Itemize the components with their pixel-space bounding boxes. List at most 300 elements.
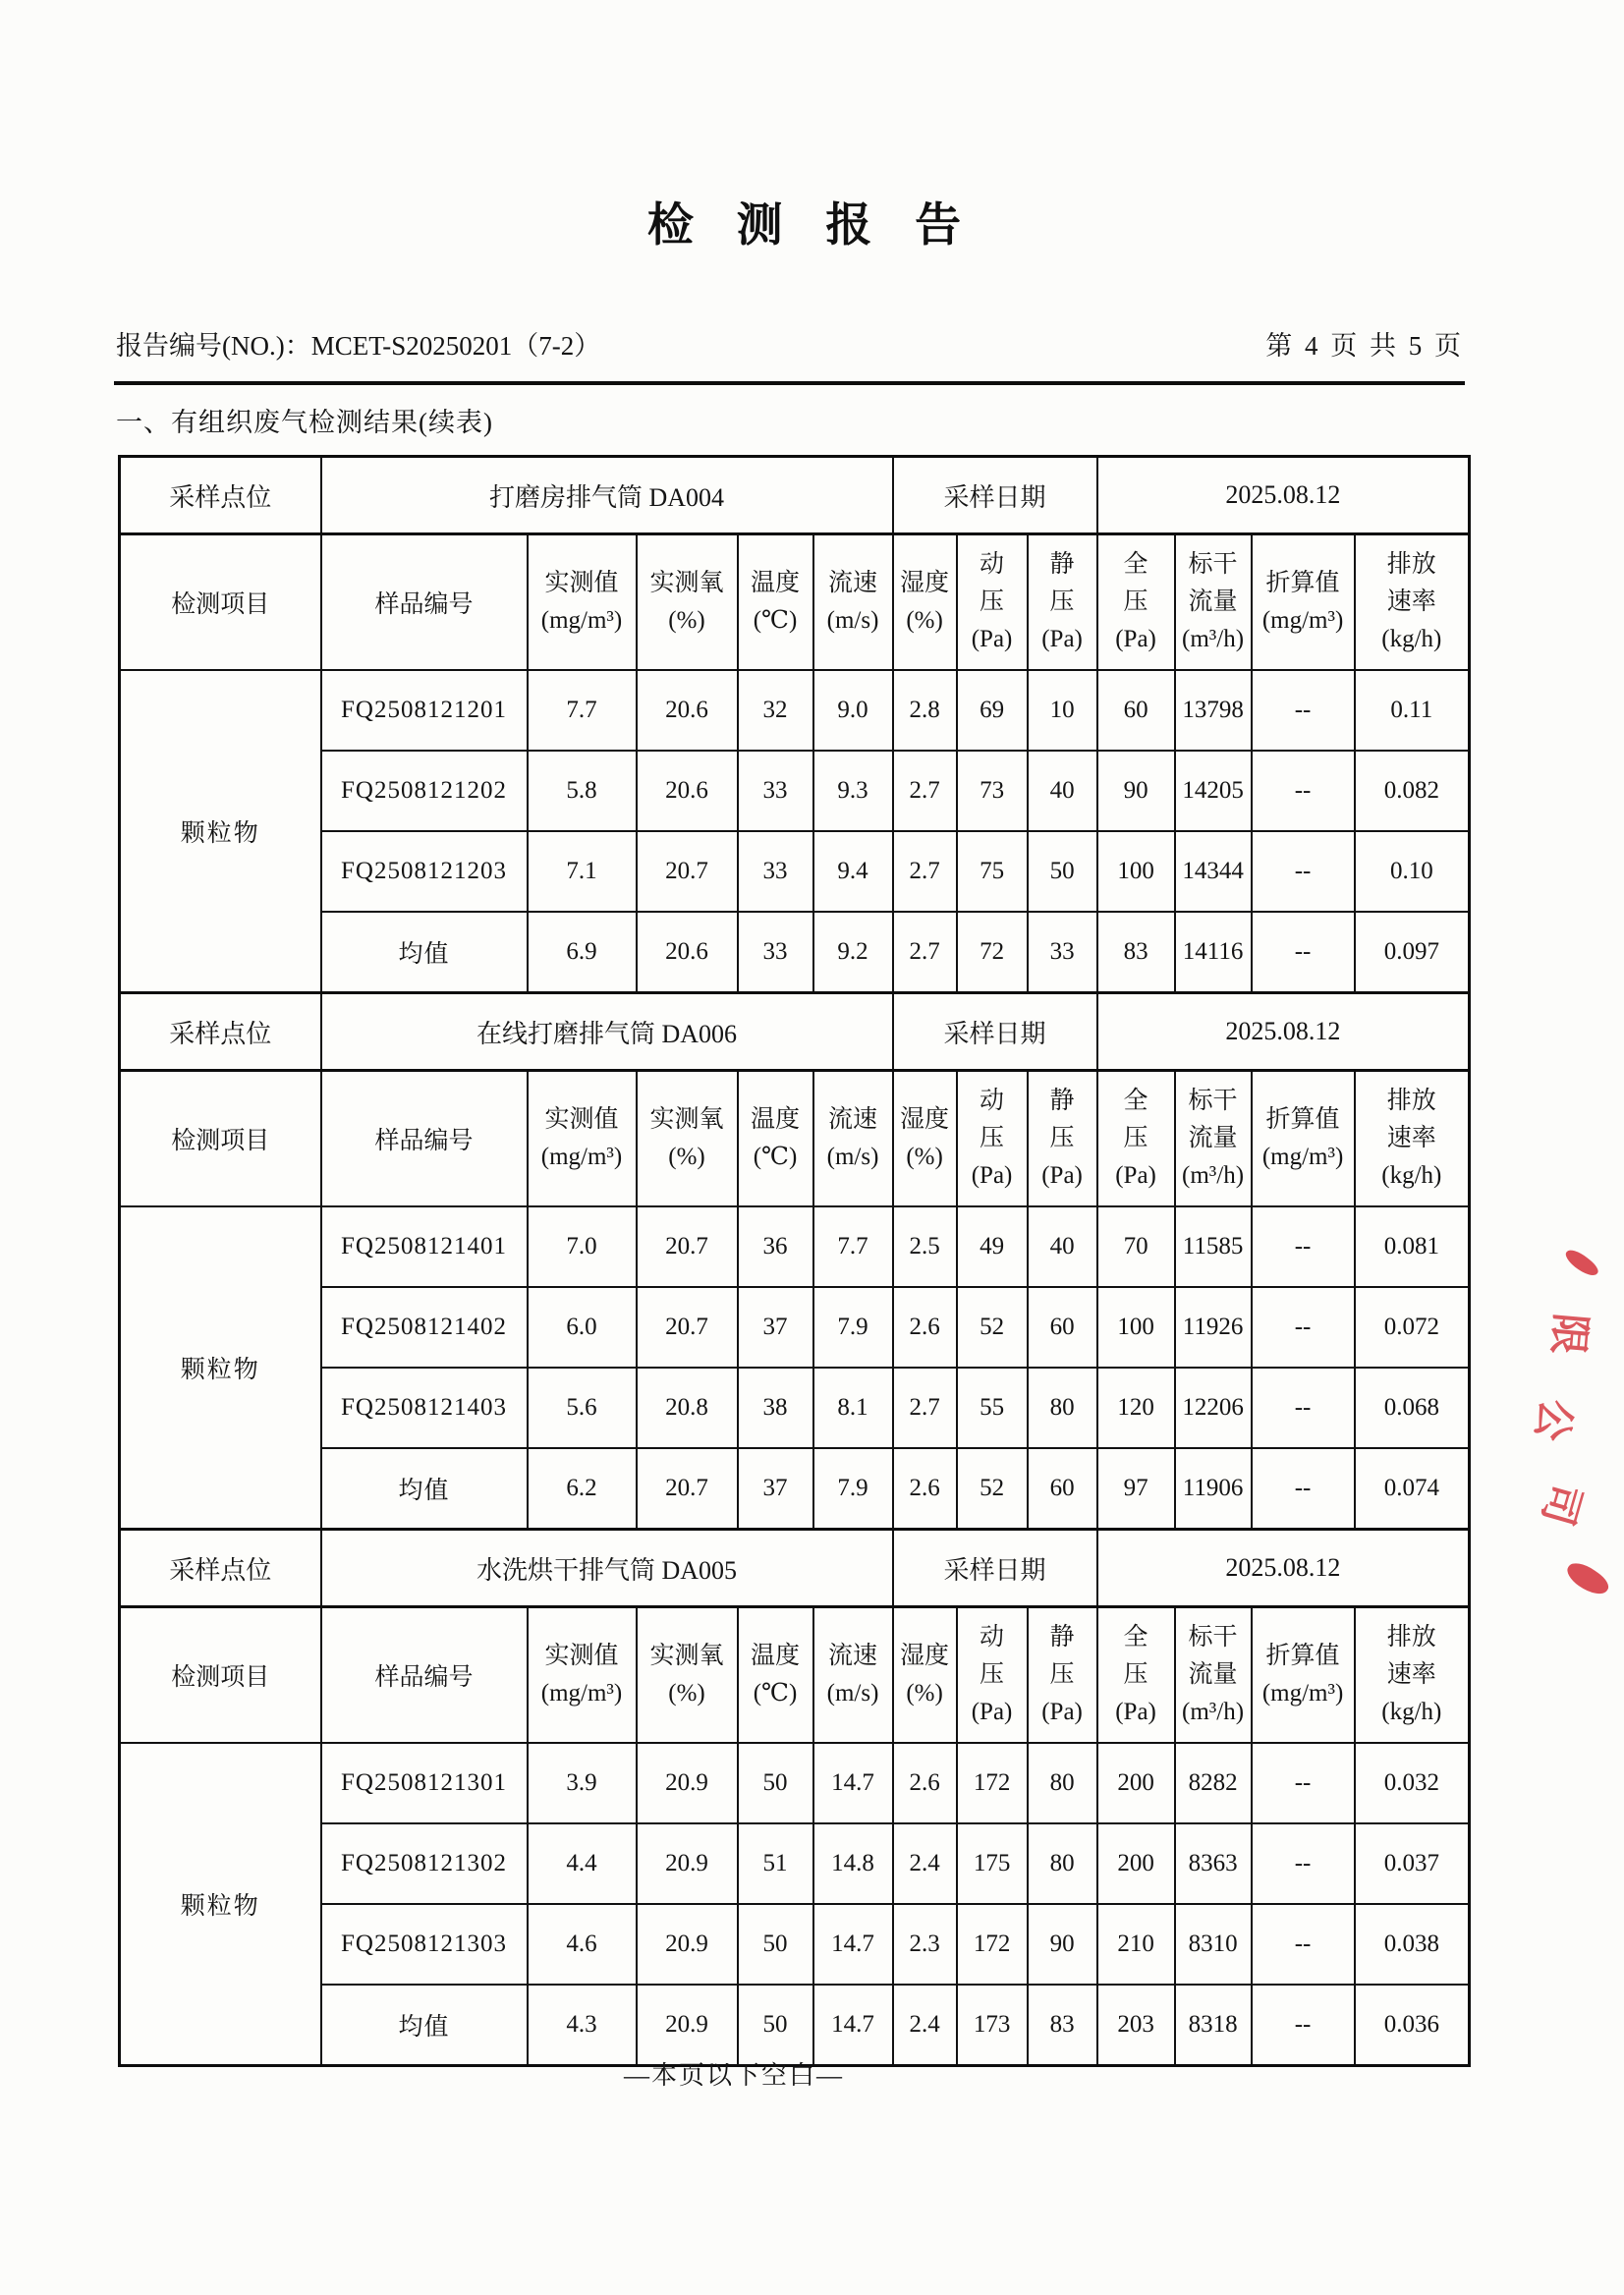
sampling-point-name: 水洗烘干排气筒 DA005 [321, 1530, 893, 1607]
measure-column-header [893, 534, 957, 671]
document-title: 检 测 报 告 [646, 200, 978, 252]
sample-id-cell: FQ2508121203 [321, 831, 528, 912]
measure-column-header [893, 1607, 957, 1744]
value-cell: 38 [738, 1368, 813, 1448]
header-line: 静 [1049, 1623, 1075, 1651]
sampling-point-label: 采样点位 [120, 1530, 321, 1607]
header-line: 流速 [828, 1105, 878, 1133]
measure-column-header [1028, 1607, 1097, 1744]
header-line: (Pa) [1041, 1162, 1083, 1190]
value-cell: 7.0 [528, 1206, 637, 1287]
value-cell: 60 [1028, 1287, 1097, 1368]
header-line: (Pa) [1041, 1699, 1083, 1726]
value-cell: 14344 [1175, 831, 1252, 912]
header-line: 流量 [1188, 1124, 1238, 1151]
measure-column-header [1175, 1071, 1252, 1207]
header-line: 实测值 [544, 1642, 619, 1669]
header-line: 标干 [1188, 550, 1238, 578]
measure-column-header [1252, 1607, 1355, 1744]
value-cell: 6.9 [528, 912, 637, 993]
measure-column-header [1028, 534, 1097, 671]
value-cell: 0.037 [1355, 1823, 1470, 1904]
header-line: (m³/h) [1182, 626, 1245, 653]
measure-column-header [1097, 534, 1175, 671]
header-line: (%) [668, 1144, 705, 1170]
header-line: (℃) [753, 607, 798, 634]
measure-column-header-lines [1178, 1625, 1249, 1726]
header-line: 标干 [1188, 1623, 1238, 1651]
value-cell: 5.8 [528, 751, 637, 831]
value-cell: 20.6 [637, 751, 738, 831]
header-line: 排放 [1386, 1087, 1436, 1114]
value-cell: 20.7 [637, 1448, 738, 1530]
measure-column-header [637, 1607, 738, 1744]
value-cell: -- [1252, 1206, 1355, 1287]
measure-column-header [637, 534, 738, 671]
header-line: 湿度 [900, 1105, 950, 1133]
header-line: 速率 [1386, 588, 1436, 615]
sample-column-label: 样品编号 [321, 1607, 528, 1744]
value-cell: 9.4 [813, 831, 893, 912]
value-cell: 80 [1028, 1368, 1097, 1448]
value-cell: 10 [1028, 670, 1097, 751]
header-line: 实测氧 [649, 1642, 724, 1669]
header-line: (mg/m³) [540, 1144, 623, 1170]
value-cell: 20.6 [637, 912, 738, 993]
measure-column-header-lines [640, 1107, 735, 1171]
header-line: 温度 [750, 569, 800, 596]
data-row [120, 670, 1470, 751]
red-seal-stamp [1522, 1240, 1624, 1623]
header-line: 排放 [1386, 1623, 1436, 1651]
value-cell: 6.0 [528, 1287, 637, 1368]
header-line: 速率 [1386, 1660, 1436, 1688]
sample-id-cell: 均值 [321, 912, 528, 993]
value-cell: 172 [957, 1904, 1028, 1985]
header-line: (mg/m³) [540, 607, 623, 634]
header-line: 折算值 [1265, 1105, 1340, 1133]
value-cell: 172 [957, 1743, 1028, 1823]
data-row [120, 1985, 1470, 2066]
measure-column-header-lines [1100, 1089, 1172, 1190]
value-cell: 0.097 [1355, 912, 1470, 993]
item-name-cell: 颗粒物 [120, 1206, 321, 1530]
value-cell: 37 [738, 1448, 813, 1530]
value-cell: 9.2 [813, 912, 893, 993]
value-cell: 37 [738, 1287, 813, 1368]
measure-column-header [1355, 1071, 1470, 1207]
measure-column-header-lines [816, 1107, 890, 1171]
header-line: 实测值 [544, 569, 619, 596]
header-line: (Pa) [1115, 1162, 1156, 1190]
value-cell: 73 [957, 751, 1028, 831]
item-column-label: 检测项目 [120, 1607, 321, 1744]
value-cell: 0.10 [1355, 831, 1470, 912]
header-line: (Pa) [1115, 1699, 1156, 1726]
sampling-point-name: 在线打磨排气筒 DA006 [321, 993, 893, 1071]
seal-character: 司 [1533, 1478, 1589, 1531]
value-cell: 100 [1097, 831, 1175, 912]
value-cell: -- [1252, 1448, 1355, 1530]
value-cell: 7.9 [813, 1287, 893, 1368]
value-cell: 33 [738, 831, 813, 912]
seal-character: 公 [1526, 1395, 1579, 1444]
item-name-cell: 颗粒物 [120, 1743, 321, 2066]
item-column-label: 检测项目 [120, 534, 321, 671]
value-cell: -- [1252, 1985, 1355, 2066]
measure-column-header [738, 1607, 813, 1744]
header-line: 全 [1123, 550, 1148, 578]
data-row [120, 1904, 1470, 1985]
data-row [120, 1287, 1470, 1368]
value-cell: 70 [1097, 1206, 1175, 1287]
measure-column-header [813, 1071, 893, 1207]
header-line: (℃) [753, 1144, 798, 1170]
sample-id-cell: FQ2508121402 [321, 1287, 528, 1368]
header-line: 温度 [750, 1642, 800, 1669]
report-meta-row [116, 324, 1464, 363]
header-divider [114, 381, 1465, 385]
value-cell: 4.4 [528, 1823, 637, 1904]
measure-column-header [1097, 1071, 1175, 1207]
value-cell: 7.9 [813, 1448, 893, 1530]
value-cell: 0.081 [1355, 1206, 1470, 1287]
value-cell: 20.6 [637, 670, 738, 751]
measure-column-header-lines [1358, 552, 1467, 653]
value-cell: 7.7 [813, 1206, 893, 1287]
sample-id-cell: FQ2508121403 [321, 1368, 528, 1448]
sample-id-cell: 均值 [321, 1448, 528, 1530]
value-cell: 32 [738, 670, 813, 751]
sampling-date-value: 2025.08.12 [1097, 457, 1470, 534]
sampling-point-label: 采样点位 [120, 993, 321, 1071]
header-line: 动 [980, 550, 1005, 578]
value-cell: 36 [738, 1206, 813, 1287]
value-cell: 40 [1028, 1206, 1097, 1287]
value-cell: 2.4 [893, 1823, 957, 1904]
value-cell: 203 [1097, 1985, 1175, 2066]
report-number-label: 报告编号(NO.)： [116, 331, 311, 361]
value-cell: 20.7 [637, 831, 738, 912]
measure-column-header-lines [1100, 552, 1172, 653]
header-line: 压 [1049, 1660, 1075, 1688]
header-line: 实测氧 [649, 1105, 724, 1133]
header-line: 折算值 [1265, 1642, 1340, 1669]
value-cell: 83 [1097, 912, 1175, 993]
header-line: 静 [1049, 550, 1075, 578]
measure-column-header-lines [531, 1644, 634, 1707]
data-row [120, 912, 1470, 993]
value-cell: 52 [957, 1448, 1028, 1530]
value-cell: 8318 [1175, 1985, 1252, 2066]
header-line: 动 [980, 1623, 1005, 1651]
header-line: 折算值 [1265, 569, 1340, 596]
value-cell: 14116 [1175, 912, 1252, 993]
header-line: 速率 [1386, 1124, 1436, 1151]
value-cell: 72 [957, 912, 1028, 993]
value-cell: -- [1252, 831, 1355, 912]
value-cell: 51 [738, 1823, 813, 1904]
value-cell: -- [1252, 1904, 1355, 1985]
header-line: 流速 [828, 569, 878, 596]
measure-column-header [528, 1607, 637, 1744]
header-line: 流量 [1188, 588, 1238, 615]
header-line: (℃) [753, 1680, 798, 1707]
measure-column-header [957, 534, 1028, 671]
value-cell: 2.7 [893, 751, 957, 831]
measure-column-header [813, 534, 893, 671]
sample-id-cell: FQ2508121302 [321, 1823, 528, 1904]
header-line: 压 [1049, 588, 1075, 615]
measure-column-header [738, 1071, 813, 1207]
header-line: (m/s) [826, 607, 879, 634]
value-cell: 50 [1028, 831, 1097, 912]
value-cell: 6.2 [528, 1448, 637, 1530]
sample-column-label: 样品编号 [321, 1071, 528, 1207]
report-number-value: MCET-S20250201（7-2） [310, 331, 601, 361]
results-table-body [120, 457, 1470, 2066]
column-header-row [120, 1071, 1470, 1207]
value-cell: 9.3 [813, 751, 893, 831]
data-row [120, 751, 1470, 831]
header-line: (mg/m³) [540, 1680, 623, 1707]
value-cell: -- [1252, 1743, 1355, 1823]
sample-id-cell: 均值 [321, 1985, 528, 2066]
value-cell: 175 [957, 1823, 1028, 1904]
value-cell: 33 [738, 912, 813, 993]
value-cell: 55 [957, 1368, 1028, 1448]
header-line: (Pa) [971, 626, 1013, 653]
measure-column-header [1355, 1607, 1470, 1744]
header-line: 压 [1123, 588, 1148, 615]
header-line: (kg/h) [1381, 626, 1442, 653]
value-cell: -- [1252, 1287, 1355, 1368]
sampling-date-label: 采样日期 [893, 1530, 1097, 1607]
header-line: (kg/h) [1381, 1699, 1442, 1726]
seal-fragment-blob [1563, 1557, 1612, 1600]
data-row [120, 1823, 1470, 1904]
sampling-date-value: 2025.08.12 [1097, 993, 1470, 1071]
value-cell: 0.038 [1355, 1904, 1470, 1985]
measure-column-header [1097, 1607, 1175, 1744]
column-header-row [120, 1607, 1470, 1744]
value-cell: 0.036 [1355, 1985, 1470, 2066]
value-cell: 97 [1097, 1448, 1175, 1530]
measure-column-header-lines [1031, 1089, 1094, 1190]
value-cell: 20.8 [637, 1368, 738, 1448]
value-cell: 11585 [1175, 1206, 1252, 1287]
sample-id-cell: FQ2508121202 [321, 751, 528, 831]
report-number [116, 324, 600, 363]
header-line: (Pa) [971, 1162, 1013, 1190]
value-cell: 200 [1097, 1743, 1175, 1823]
value-cell: 11906 [1175, 1448, 1252, 1530]
value-cell: 8.1 [813, 1368, 893, 1448]
value-cell: 2.7 [893, 912, 957, 993]
measure-column-header [528, 534, 637, 671]
seal-character: 限 [1543, 1311, 1593, 1357]
value-cell: 2.6 [893, 1743, 957, 1823]
item-name-cell: 颗粒物 [120, 670, 321, 993]
measure-column-header-lines [1031, 1625, 1094, 1726]
value-cell: -- [1252, 912, 1355, 993]
measure-column-header [1355, 534, 1470, 671]
sampling-date-value: 2025.08.12 [1097, 1530, 1470, 1607]
value-cell: 40 [1028, 751, 1097, 831]
value-cell: 13798 [1175, 670, 1252, 751]
header-line: 压 [980, 1124, 1005, 1151]
value-cell: 20.9 [637, 1904, 738, 1985]
measure-column-header-lines [531, 571, 634, 635]
value-cell: 33 [1028, 912, 1097, 993]
value-cell: 0.082 [1355, 751, 1470, 831]
sampling-point-row [120, 993, 1470, 1071]
value-cell: 20.9 [637, 1985, 738, 2066]
sample-id-cell: FQ2508121301 [321, 1743, 528, 1823]
value-cell: 2.7 [893, 831, 957, 912]
measure-column-header [1252, 534, 1355, 671]
header-line: 湿度 [900, 1642, 950, 1669]
measure-column-header-lines [1255, 571, 1352, 635]
measure-column-header-lines [896, 1644, 954, 1707]
header-line: (%) [906, 1680, 943, 1707]
data-row [120, 1368, 1470, 1448]
value-cell: 90 [1097, 751, 1175, 831]
section-heading: 一、有组织废气检测结果(续表) [116, 408, 493, 437]
value-cell: 14.7 [813, 1743, 893, 1823]
value-cell: 200 [1097, 1823, 1175, 1904]
value-cell: 2.4 [893, 1985, 957, 2066]
data-row [120, 1743, 1470, 1823]
value-cell: 5.6 [528, 1368, 637, 1448]
value-cell: 11926 [1175, 1287, 1252, 1368]
header-line: 压 [980, 588, 1005, 615]
value-cell: 3.9 [528, 1743, 637, 1823]
measure-column-header [1028, 1071, 1097, 1207]
column-header-row [120, 534, 1470, 671]
measure-column-header-lines [741, 571, 811, 635]
data-row [120, 831, 1470, 912]
header-line: 全 [1123, 1087, 1148, 1114]
measure-column-header [528, 1071, 637, 1207]
value-cell: 9.0 [813, 670, 893, 751]
header-line: (%) [906, 607, 943, 634]
value-cell: 80 [1028, 1823, 1097, 1904]
value-cell: 2.8 [893, 670, 957, 751]
sampling-point-name: 打磨房排气筒 DA004 [321, 457, 893, 534]
measure-column-header-lines [1031, 552, 1094, 653]
sample-id-cell: FQ2508121303 [321, 1904, 528, 1985]
header-line: 动 [980, 1087, 1005, 1114]
header-line: 温度 [750, 1105, 800, 1133]
value-cell: 0.032 [1355, 1743, 1470, 1823]
value-cell: 49 [957, 1206, 1028, 1287]
sampling-date-label: 采样日期 [893, 993, 1097, 1071]
header-line: 实测值 [544, 1105, 619, 1133]
header-line: (Pa) [1041, 626, 1083, 653]
value-cell: 0.074 [1355, 1448, 1470, 1530]
measure-column-header-lines [1178, 552, 1249, 653]
measure-column-header-lines [741, 1107, 811, 1171]
measure-column-header [957, 1071, 1028, 1207]
value-cell: 14205 [1175, 751, 1252, 831]
measure-column-header-lines [741, 1644, 811, 1707]
measure-column-header-lines [1100, 1625, 1172, 1726]
measure-column-header [813, 1607, 893, 1744]
value-cell: 8282 [1175, 1743, 1252, 1823]
measure-column-header-lines [1178, 1089, 1249, 1190]
header-line: (Pa) [971, 1699, 1013, 1726]
value-cell: 0.11 [1355, 670, 1470, 751]
data-row [120, 1448, 1470, 1530]
measure-column-header-lines [1358, 1625, 1467, 1726]
measure-column-header [1175, 534, 1252, 671]
measure-column-header-lines [640, 571, 735, 635]
value-cell: 14.8 [813, 1823, 893, 1904]
measure-column-header [957, 1607, 1028, 1744]
header-line: (m/s) [826, 1680, 879, 1707]
value-cell: -- [1252, 1823, 1355, 1904]
value-cell: 7.7 [528, 670, 637, 751]
measure-column-header-lines [640, 1644, 735, 1707]
value-cell: 14.7 [813, 1904, 893, 1985]
measure-column-header [637, 1071, 738, 1207]
header-line: (Pa) [1115, 626, 1156, 653]
value-cell: 52 [957, 1287, 1028, 1368]
header-line: 流速 [828, 1642, 878, 1669]
value-cell: 210 [1097, 1904, 1175, 1985]
value-cell: 90 [1028, 1904, 1097, 1985]
value-cell: 2.6 [893, 1448, 957, 1530]
value-cell: 20.7 [637, 1287, 738, 1368]
header-line: 标干 [1188, 1087, 1238, 1114]
value-cell: 7.1 [528, 831, 637, 912]
header-line: 排放 [1386, 550, 1436, 578]
footer-note: —本页以下空白— [623, 2061, 844, 2090]
measure-column-header-lines [896, 571, 954, 635]
value-cell: 8310 [1175, 1904, 1252, 1985]
header-line: 压 [980, 1660, 1005, 1688]
value-cell: 8363 [1175, 1823, 1252, 1904]
header-line: (%) [668, 1680, 705, 1707]
value-cell: 75 [957, 831, 1028, 912]
measure-column-header-lines [816, 1644, 890, 1707]
sampling-point-row [120, 457, 1470, 534]
value-cell: 69 [957, 670, 1028, 751]
value-cell: 2.7 [893, 1368, 957, 1448]
header-line: 流量 [1188, 1660, 1238, 1688]
value-cell: 20.9 [637, 1743, 738, 1823]
value-cell: 2.6 [893, 1287, 957, 1368]
value-cell: 4.3 [528, 1985, 637, 2066]
value-cell: 50 [738, 1985, 813, 2066]
value-cell: 60 [1097, 670, 1175, 751]
header-line: 压 [1123, 1124, 1148, 1151]
measure-column-header [1252, 1071, 1355, 1207]
header-line: (m³/h) [1182, 1699, 1245, 1726]
measure-column-header-lines [531, 1107, 634, 1171]
value-cell: -- [1252, 751, 1355, 831]
value-cell: 60 [1028, 1448, 1097, 1530]
seal-fragment-blob [1562, 1246, 1600, 1280]
value-cell: -- [1252, 1368, 1355, 1448]
header-line: (m³/h) [1182, 1162, 1245, 1190]
value-cell: 83 [1028, 1985, 1097, 2066]
header-line: 实测氧 [649, 569, 724, 596]
page-indicator: 第 4 页 共 5 页 [1265, 331, 1464, 361]
item-column-label: 检测项目 [120, 1071, 321, 1207]
value-cell: 80 [1028, 1743, 1097, 1823]
